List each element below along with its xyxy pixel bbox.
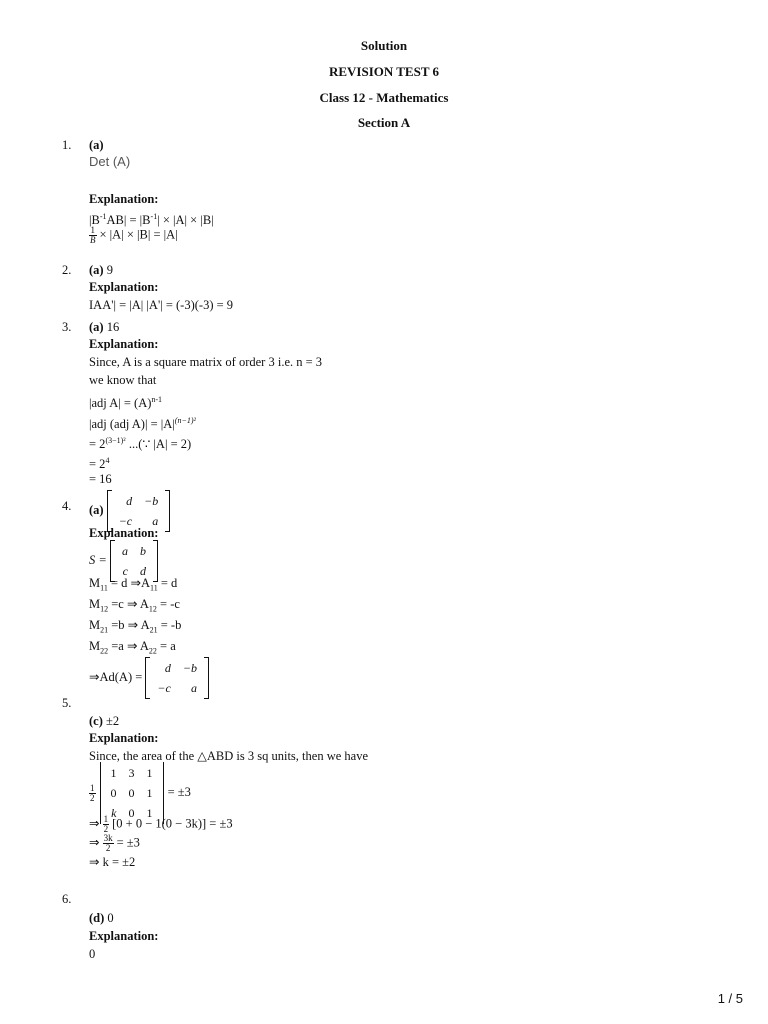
explanation-line: $M_{22} =a$ ⇒ $A_{22} = a$ <box>89 639 176 656</box>
fraction: $\frac{1}{2}$ <box>103 814 109 834</box>
explanation-line: S = a b c d <box>89 540 158 582</box>
explanation-label: Explanation: <box>89 192 159 206</box>
section-title: Section A <box>357 115 411 130</box>
determinant: 1 3 1 0 0 1 k 0 1 <box>99 762 165 824</box>
explanation-line: ⇒ $\frac{1}{2}$ [0 + 0 − 1(0 − 3k)] = ±3 <box>89 814 233 834</box>
doc-title: Solution <box>360 38 408 53</box>
explanation-line: 0 <box>89 947 96 961</box>
s-matrix: a b c d <box>110 540 158 582</box>
explanation-line: $\frac{1}{B}$ × |A| × |B| = |A| <box>90 225 178 245</box>
explanation-line: $M_{21} =b$ ⇒ $A_{21} = -b$ <box>89 618 182 635</box>
explanation-line: $M_{12} =c$ ⇒ $A_{12} = -c$ <box>89 597 180 614</box>
explanation-label: Explanation: <box>89 280 159 294</box>
answer-line: (d) 0 <box>89 911 114 925</box>
question-number: 2. <box>62 263 72 277</box>
question-number: 1. <box>62 138 72 152</box>
explanation-line: = $2^4$ <box>89 456 110 472</box>
question-number: 3. <box>62 320 72 334</box>
explanation-line: Since, the area of the △ABD is 3 sq units, then we have <box>89 749 368 763</box>
explanation-line: |adj (adj $A)| = |A|^{(n-1)^2}$ <box>89 416 196 432</box>
class-name: Class 12 - Mathematics <box>319 90 449 105</box>
explanation-line: = $2^{(3-1)^2}$ ...(∵ |A| = 2) <box>89 436 192 452</box>
fraction: $\frac{1}{B}$ <box>90 225 96 245</box>
explanation-line: ⇒Ad(A) = d −b −c a <box>89 657 209 699</box>
explanation-line: IAA'| = |A| |A'| = (-3)(-3) = 9 <box>89 298 234 312</box>
answer-line: (a) 16 <box>89 320 120 334</box>
page-number: 1 / 5 <box>717 991 743 1006</box>
question-number: 4. <box>62 499 72 513</box>
question-number: 6. <box>62 892 72 906</box>
explanation-line: ⇒ $\frac{3k}{2}$ = ±3 <box>89 833 140 853</box>
question-number: 5. <box>62 696 72 710</box>
explanation-line: $|B^{-1}AB| = |B^{-1}| \times |A| \times |B|$ <box>89 212 214 228</box>
answer-line: (a) 9 <box>89 263 113 277</box>
explanation-line: ⇒ k = ±2 <box>89 855 136 869</box>
answer-matrix: d −b −c a <box>107 490 171 532</box>
answer-line: (c) ±2 <box>89 714 120 728</box>
explanation-line: $\frac{1}{2}$ 1 3 1 0 0 1 k 0 1 = ±3 <box>89 762 191 824</box>
answer-line: (a) d −b −c a <box>89 490 170 532</box>
test-name: REVISION TEST 6 <box>328 64 440 79</box>
explanation-line: Since, A is a square matrix of order 3 i.e. n = 3 <box>89 355 323 369</box>
adj-matrix: d −b −c a <box>145 657 209 699</box>
explanation-label: Explanation: <box>89 731 159 745</box>
explanation-label: Explanation: <box>89 929 159 943</box>
explanation-label: Explanation: <box>89 337 159 351</box>
answer-option: (a) <box>89 138 104 152</box>
explanation-label: Explanation: <box>89 526 159 540</box>
explanation-line: |adj $A| = (A)^{n-1}$ <box>89 395 163 411</box>
explanation-line: $M_{11} = d$ $\Rightarrow A_{11} = d$ <box>89 576 178 593</box>
explanation-line: = 16 <box>89 472 112 486</box>
explanation-line: we know that <box>89 373 157 387</box>
fraction: $\frac{1}{2}$ <box>90 782 95 803</box>
fraction: $\frac{3k}{2}$ <box>103 833 113 853</box>
answer-text: Det (A) <box>89 154 131 169</box>
